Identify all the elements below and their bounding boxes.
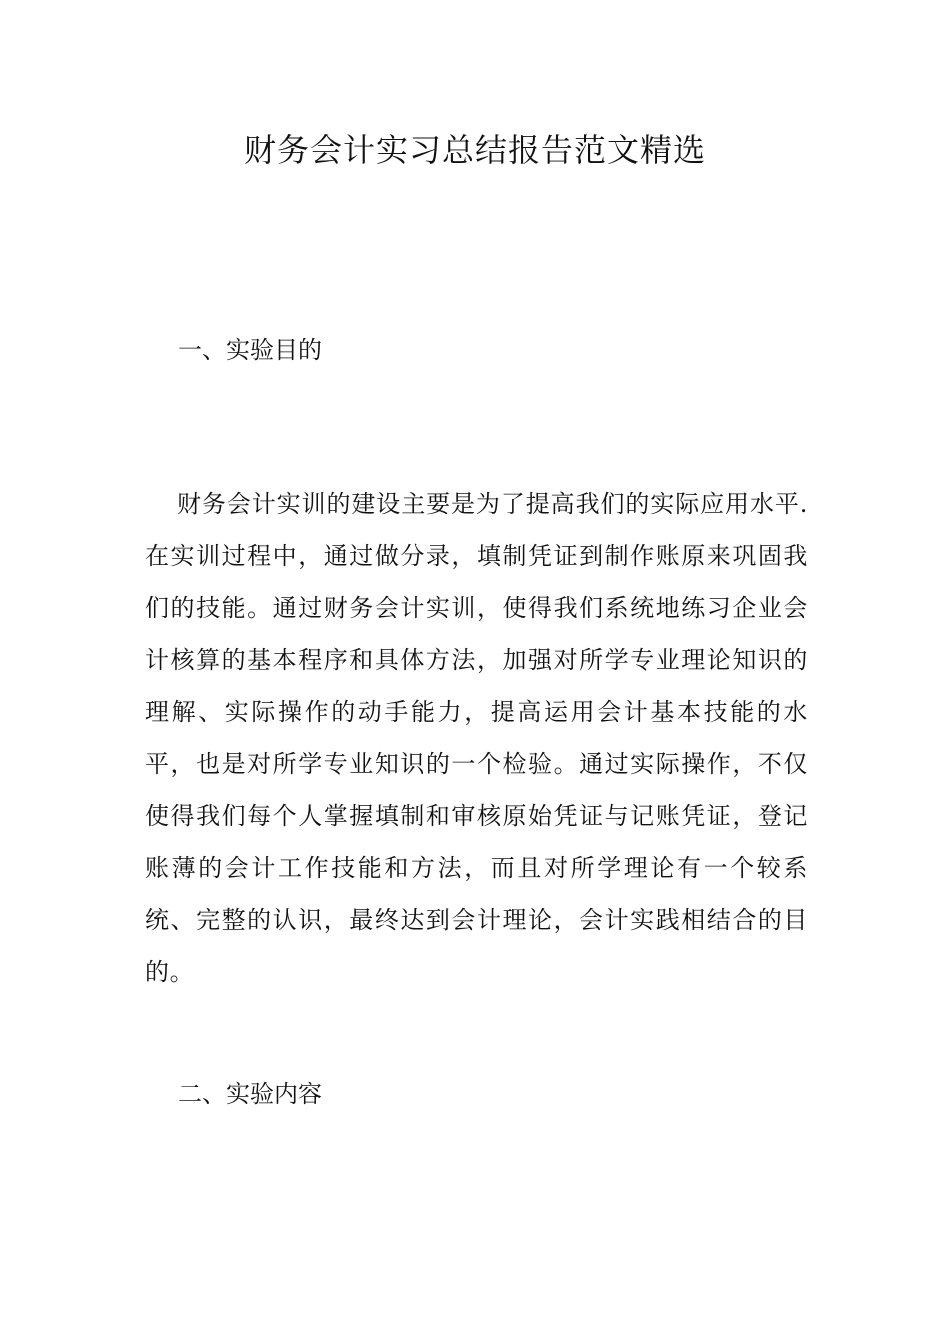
section-heading-purpose: 一、实验目的 [178,336,322,364]
section-paragraph-purpose: 财务会计实训的建设主要是为了提高我们的实际应用水平. 在实训过程中，通过做分录，填制凭证到制作账原来巩固我们的技能。通过财务会计实训，使得我们系统地练习企业会计核算的基本程序和具体方法，加强对所学专业理论知识的理解、实际操作的动手能力，提高运用会计基本技能的水平，也是对所学专业知识的一个检验。通过实际操作，不仅使得我们每个人掌握填制和审核原始凭证与记账凭证，登记账薄的会计工作技能和方法，而且对所学理论有一个较系统、完整的认识，最终达到会计理论，会计实践相结合的目的。 [145,490,808,986]
document-title: 财务会计实习总结报告范文精选 [243,131,706,169]
section-heading-content: 二、实验内容 [178,1080,322,1108]
